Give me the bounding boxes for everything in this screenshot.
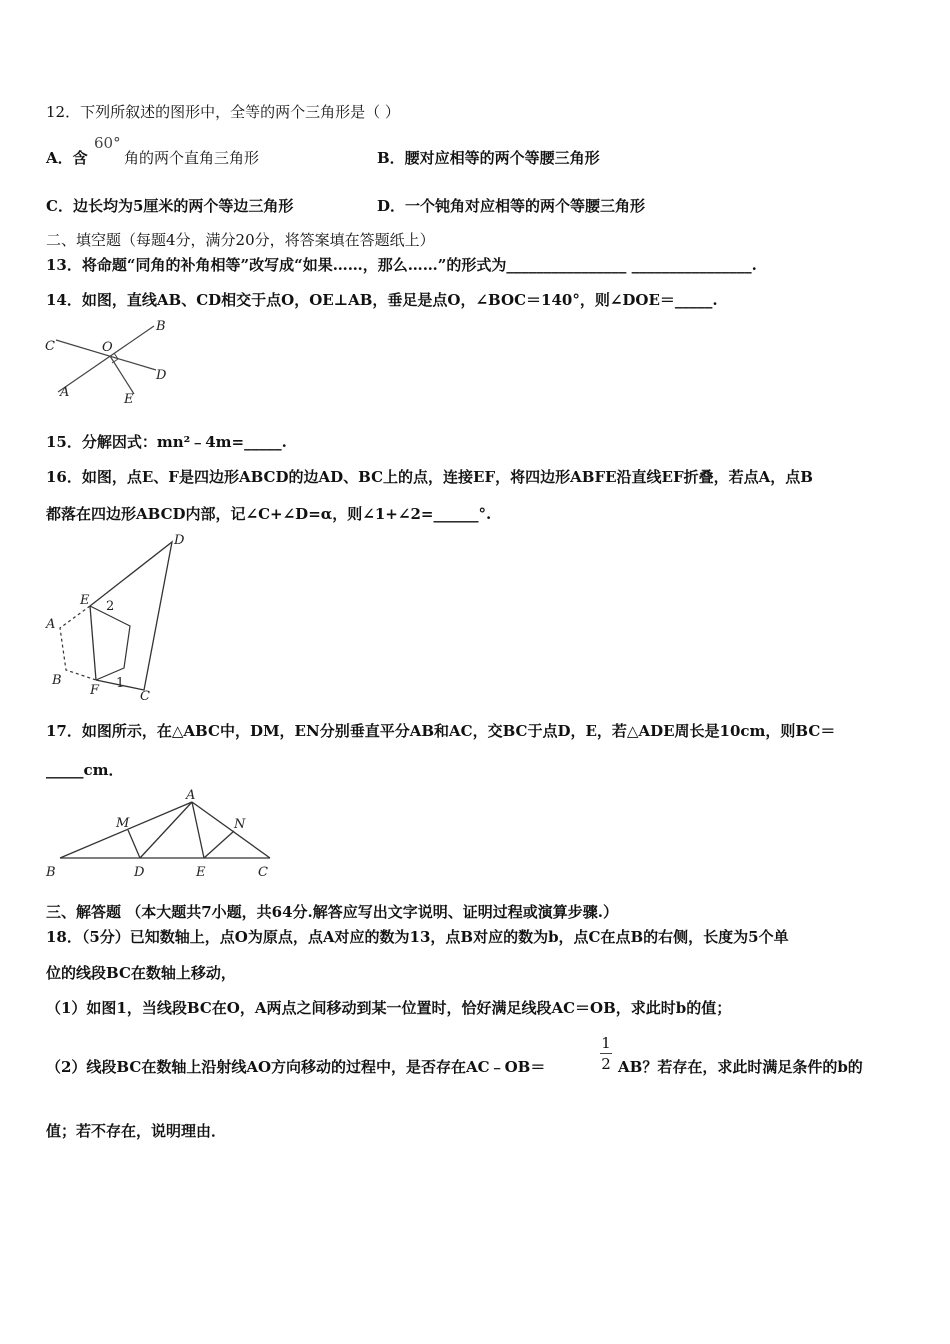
quadrilateral-ecdf [90, 542, 172, 690]
label-e: E [80, 593, 90, 608]
label-angle-2: 2 [106, 599, 115, 614]
label-a: A [186, 788, 196, 803]
fraction-one-half [600, 1034, 612, 1073]
fraction-bar [600, 1053, 612, 1054]
label-c: C [140, 689, 150, 704]
label-a: A [46, 617, 56, 632]
q12-stem: 12．下列所叙述的图形中，全等的两个三角形是（ ） [46, 103, 400, 121]
segment-ac [192, 802, 270, 858]
q18-part-1: （1）如图1，当线段BC在O，A两点之间移动到某一位置时，恰好满足线段AC＝OB，求此时b的值； [46, 999, 732, 1017]
label-a: A [60, 385, 70, 400]
q13-text: 13．将命题“同角的补角相等”改写成“如果……，那么……”的形式为________________ ________________. [46, 256, 757, 274]
q18-text-line-2: 位的线段BC在数轴上移动， [46, 964, 236, 982]
q18-part-3: 值；若不存在，说明理由． [46, 1122, 227, 1140]
figure-q16 [44, 530, 194, 706]
figure-q14 [44, 318, 168, 406]
segment-ad [140, 802, 192, 858]
q18-part-2-prefix: （2）线段BC在数轴上沿射线AO方向移动的过程中，是否存在AC﹣OB＝ [46, 1058, 546, 1076]
label-b: B [46, 865, 56, 880]
segment-dm [128, 830, 140, 858]
label-b: B [156, 319, 166, 334]
segment-ae [192, 802, 204, 858]
fold-line-ef [90, 606, 96, 680]
fraction-numerator: 1 [601, 1034, 611, 1052]
q17-text-line-1: 17．如图所示，在△ABC中，DM，EN分别垂直平分AB和AC，交BC于点D，E，若△ADE周长是10cm，则BC＝ [46, 722, 836, 740]
q12-option-a-text: 角的两个直角三角形 [124, 149, 260, 167]
folded-abfe [90, 606, 130, 680]
q12-option-a-angle: 60° [94, 134, 121, 152]
q14-text: 14．如图，直线AB、CD相交于点O，OE⊥AB，垂足是点O，∠BOC＝140°，则∠DOE＝_____. [46, 291, 718, 309]
q12-option-c: C．边长均为5厘米的两个等边三角形 [46, 197, 294, 215]
q16-text-line-2: 都落在四边形ABCD内部，记∠C+∠D=α，则∠1+∠2=______°. [46, 505, 492, 523]
q12-option-b: B．腰对应相等的两个等腰三角形 [377, 149, 600, 167]
section-2-heading: 二、填空题（每题4分，满分20分，将答案填在答题纸上） [46, 231, 435, 249]
label-d: D [174, 533, 185, 548]
q17-text-line-2: _____cm． [46, 761, 124, 779]
line-ab [58, 326, 154, 392]
label-o: O [102, 340, 113, 355]
q18-part-2-suffix: AB？若存在，求此时满足条件的b的 [618, 1058, 863, 1076]
figure-q17 [44, 786, 276, 882]
label-e: E [196, 865, 206, 880]
label-c: C [45, 339, 55, 354]
q12-option-a-prefix: A．含 [46, 149, 88, 167]
label-f: F [90, 683, 100, 698]
section-3-heading: 三、解答题 （本大题共7小题，共64分.解答应写出文字说明、证明过程或演算步骤.） [46, 903, 618, 921]
label-c: C [258, 865, 268, 880]
label-e: E [124, 392, 134, 406]
label-d: D [156, 368, 167, 383]
q16-text-line-1: 16．如图，点E、F是四边形ABCD的边AD、BC上的点，连接EF，将四边形ABFE沿直线EF折叠，若点A，点B [46, 468, 813, 486]
label-b: B [52, 673, 62, 688]
q18-text-line-1: 18．（5分）已知数轴上，点O为原点，点A对应的数为13，点B对应的数为b，点C在点B的右侧，长度为5个单 [46, 928, 789, 946]
segment-en [204, 831, 234, 858]
label-n: N [234, 817, 246, 832]
label-d: D [134, 865, 145, 880]
label-angle-1: 1 [116, 676, 125, 691]
label-m: M [116, 816, 130, 831]
q15-text: 15．分解因式：mn²﹣4m=_____. [46, 433, 287, 451]
fraction-denominator: 2 [601, 1055, 611, 1073]
q12-option-d: D．一个钝角对应相等的两个等腰三角形 [377, 197, 646, 215]
